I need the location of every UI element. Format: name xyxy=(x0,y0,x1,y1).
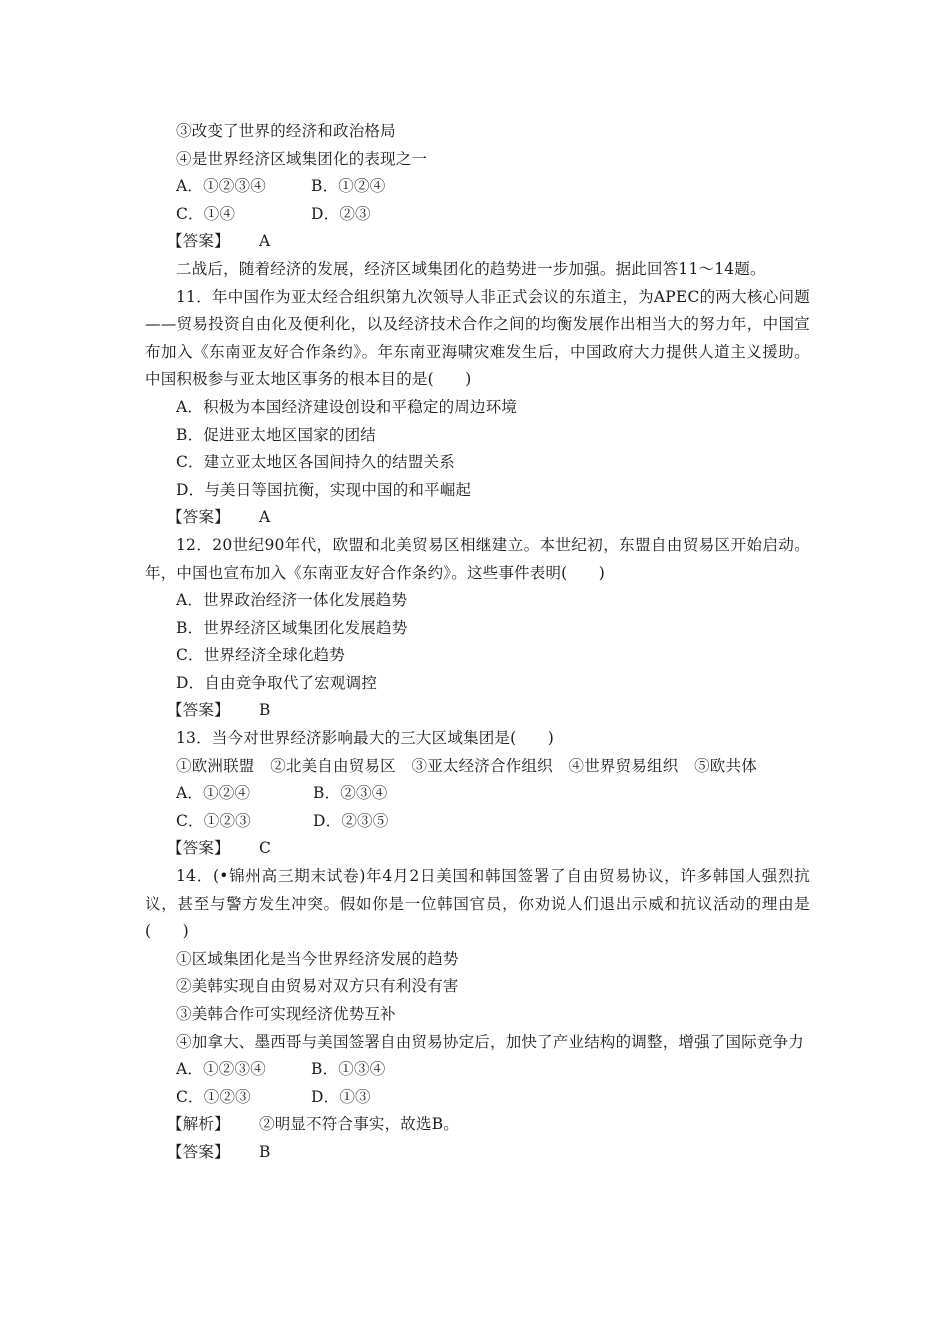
q11-answer xyxy=(145,504,810,532)
q14-answer xyxy=(145,1139,810,1167)
q12-option-d: D．自由竞争取代了宏观调控 xyxy=(176,673,378,692)
q10-answer xyxy=(145,228,810,256)
q13-option-a: A．①②④ xyxy=(176,784,251,803)
q13-stem: 13．当今对世界经济影响最大的三大区域集团是( ) xyxy=(176,729,555,748)
q14-option-a: A．①②③④ xyxy=(176,1060,266,1079)
q12-option-c: C．世界经济全球化趋势 xyxy=(176,646,346,665)
answer-value: B xyxy=(259,701,271,720)
q13-answer xyxy=(145,835,810,863)
answer-tag: 【答案】 xyxy=(167,232,230,251)
q10-options-row-2 xyxy=(145,201,810,229)
answer-tag: 【答案】 xyxy=(167,701,230,720)
q14-item-3: ③美韩合作可实现经济优势互补 xyxy=(176,1005,396,1023)
answer-tag: 【答案】 xyxy=(167,839,230,858)
answer-value: C xyxy=(259,839,272,858)
q14-option-c: C．①②③ xyxy=(176,1087,251,1106)
q10-option-c: C．①④ xyxy=(176,204,236,223)
q10-item-3: ③改变了世界的经济和政治格局 xyxy=(176,122,396,140)
q11-stem: 11．年中国作为亚太经合组织第九次领导人非正式会议的东道主，为APEC的两大核心问题——贸易投资自由化及便利化，以及经济技术合作之间的均衡发展作出相当大的努力年，中国宣布加入《东南亚友好合作条约》。年东南亚海啸灾难发生后，中国政府大力提供人道主义援助。中国积极参与亚太地区事务的根本目的是( ) xyxy=(145,287,810,389)
q14-options-row-2 xyxy=(145,1084,810,1112)
document-page xyxy=(145,118,810,1167)
answer-tag: 【答案】 xyxy=(167,508,230,527)
q14-option-b: B．①③④ xyxy=(311,1060,386,1079)
analysis-text: ②明显不符合事实，故选B。 xyxy=(259,1115,459,1134)
q14-analysis xyxy=(145,1111,810,1139)
q14-options-row-1 xyxy=(145,1056,810,1084)
q11-option-b: B．促进亚太地区国家的团结 xyxy=(176,425,376,444)
q11-option-d: D．与美日等国抗衡，实现中国的和平崛起 xyxy=(176,480,472,499)
q13-items: ①欧洲联盟 ②北美自由贸易区 ③亚太经济合作组织 ④世界贸易组织 ⑤欧共体 xyxy=(176,756,757,775)
q13-options-row-2 xyxy=(145,808,810,836)
q10-option-a: A．①②③④ xyxy=(176,177,266,196)
answer-value: B xyxy=(259,1142,271,1161)
analysis-tag: 【解析】 xyxy=(167,1115,230,1134)
q13-option-c: C．①②③ xyxy=(176,811,251,830)
answer-tag: 【答案】 xyxy=(167,1142,230,1161)
q13-option-b: B．②③④ xyxy=(313,784,388,803)
q11-option-c: C．建立亚太地区各国间持久的结盟关系 xyxy=(176,453,455,472)
q10-option-d: D．②③ xyxy=(311,204,371,223)
q12-answer xyxy=(145,697,810,725)
q14-item-1: ①区域集团化是当今世界经济发展的趋势 xyxy=(176,949,459,968)
q13-options-row-1 xyxy=(145,780,810,808)
q11-option-a: A．积极为本国经济建设创设和平稳定的周边环境 xyxy=(176,397,518,416)
answer-value: A xyxy=(259,232,271,251)
q14-item-2: ②美韩实现自由贸易对双方只有利没有害 xyxy=(176,977,459,996)
q14-option-d: D．①③ xyxy=(311,1087,371,1106)
q12-option-b: B．世界经济区域集团化发展趋势 xyxy=(176,618,408,637)
q10-item-4: ④是世界经济区域集团化的表现之一 xyxy=(176,149,428,168)
answer-value: A xyxy=(259,508,271,527)
q12-option-a: A．世界政治经济一体化发展趋势 xyxy=(176,591,408,610)
section-intro: 二战后，随着经济的发展，经济区域集团化的趋势进一步加强。据此回答11～14题。 xyxy=(176,259,766,278)
q14-stem: 14．(•锦州高三期末试卷)年4月2日美国和韩国签署了自由贸易协议，许多韩国人强烈抗议，甚至与警方发生冲突。假如你是一位韩国官员，你劝说人们退出示威和抗议活动的理由是( ) xyxy=(145,867,810,941)
q12-stem: 12．20世纪90年代，欧盟和北美贸易区相继建立。本世纪初，东盟自由贸易区开始启动。年，中国也宣布加入《东南亚友好合作条约》。这些事件表明( ) xyxy=(145,535,810,582)
q10-option-b: B．①②④ xyxy=(311,177,386,196)
q10-options-row-1 xyxy=(145,173,810,201)
q13-option-d: D．②③⑤ xyxy=(313,811,389,830)
q14-item-4: ④加拿大、墨西哥与美国签署自由贸易协定后，加快了产业结构的调整，增强了国际竞争力 xyxy=(176,1032,805,1051)
